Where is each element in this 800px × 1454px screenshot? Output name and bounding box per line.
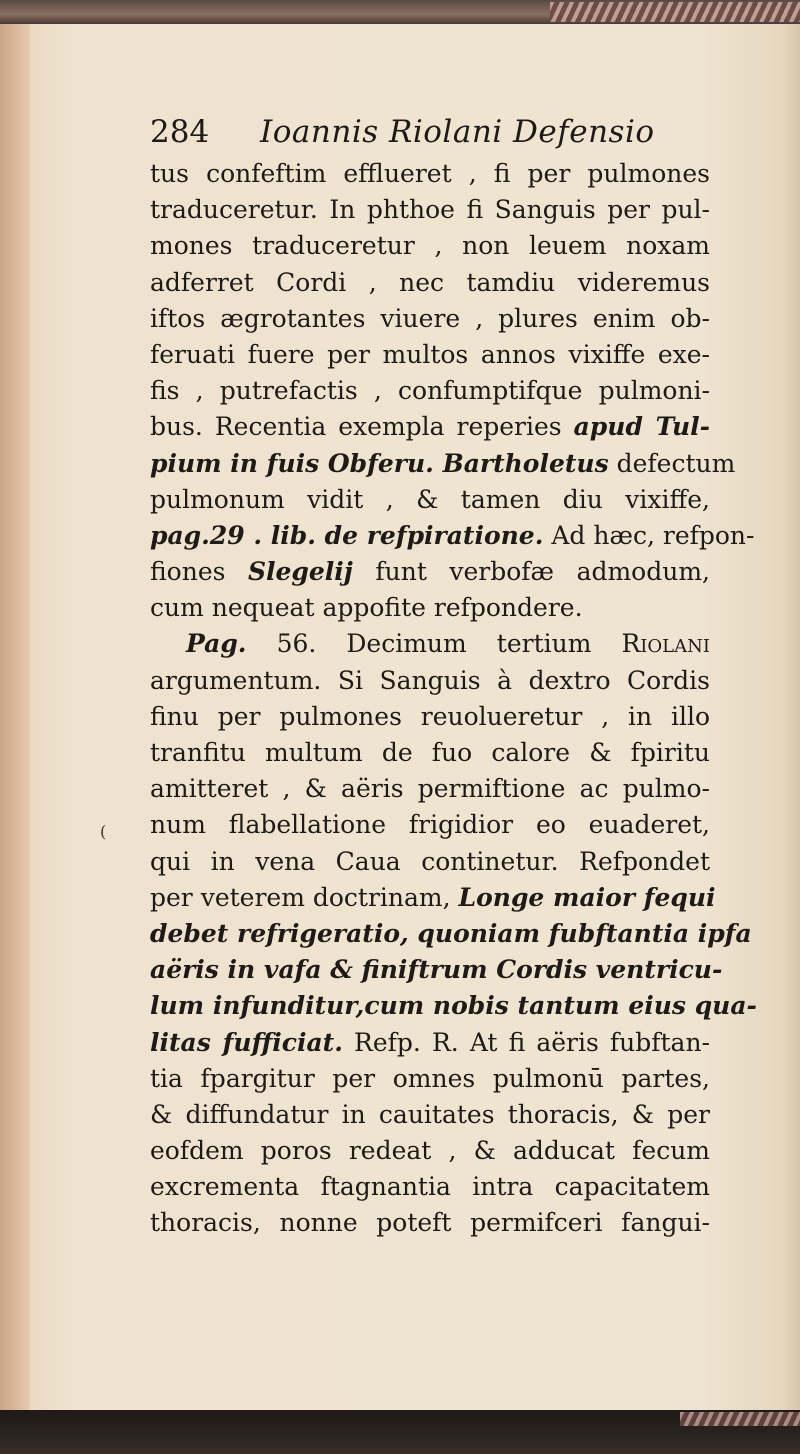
line-text: Refp. R. At fi aëris fubftan- [342, 1027, 711, 1057]
bottom-book-edge [0, 1410, 800, 1454]
text-line [150, 590, 710, 626]
line-text: finu per pulmones reuolueretur , in illo [150, 701, 710, 731]
text-line [150, 880, 716, 916]
text-line [150, 1025, 710, 1061]
line-text: fis , putrefactis , confumptifque pulmoni- [150, 376, 710, 406]
italic-text: debet refrigeratio, quoniam fubftantia ipfa [150, 918, 752, 948]
italic-text: pium in fuis Obferu. Bartholetus [150, 448, 609, 478]
line-text: feruati fuere per multos annos vixiffe exe- [150, 339, 710, 369]
text-line [150, 771, 710, 807]
binding-stitching-bottom [680, 1412, 800, 1426]
running-title: Ioannis Riolani Defensio [260, 114, 655, 150]
italic-text: litas fufficiat. [150, 1027, 343, 1057]
page-text [150, 112, 757, 1242]
line-text: tranfitu multum de fuo calore & fpiritu [150, 738, 710, 767]
text-line [150, 518, 755, 554]
text-line [150, 1133, 710, 1169]
line-text: funt verbofæ admodum, [352, 557, 710, 587]
text-line [150, 626, 710, 662]
text-line [150, 228, 710, 264]
text-line [150, 952, 723, 988]
italic-text: apud Tul- [573, 412, 711, 442]
line-text: & diffundatur in cauitates thoracis, & per [150, 1099, 710, 1129]
running-head [150, 112, 710, 156]
text-line [150, 1061, 710, 1097]
text-line [150, 409, 710, 445]
line-text: traduceretur. In phthoe fi Sanguis per pul- [150, 195, 710, 225]
line-text: excrementa ftagnantia intra capacitatem [150, 1172, 710, 1202]
text-line [150, 192, 710, 228]
text-line [150, 337, 710, 373]
line-text: tus confeftim efflueret , fi per pulmones [150, 159, 710, 188]
line-text: bus. Recentia exempla reperies [150, 412, 574, 442]
text-line [150, 1097, 710, 1133]
top-book-edge [0, 0, 800, 26]
line-text: 56. Decimum tertium [246, 629, 622, 659]
page-gutter-shadow [0, 24, 30, 1412]
text-line [150, 482, 710, 518]
text-line [150, 988, 757, 1024]
margin-mark: ( [100, 822, 107, 841]
line-text: eofdem poros redeat , & adducat fecum [150, 1136, 710, 1166]
line-text: Ad hæc, refpon- [543, 520, 755, 550]
line-text: defectum [608, 448, 736, 478]
line-text: amitteret , & aëris permiftione ac pulmo- [150, 774, 710, 804]
text-line [150, 373, 710, 409]
line-text: cum nequeat appofite refpondere. [150, 593, 583, 623]
line-text: pulmonum vidit , & tamen diu vixiffe, [150, 484, 710, 514]
line-text: tia fpargitur per omnes pulmonū partes, [150, 1063, 710, 1093]
text-line [150, 1169, 710, 1205]
small-caps-text: Riolani [621, 629, 710, 659]
text-line [150, 844, 710, 880]
line-text: thoracis, nonne poteft permifceri fangui- [150, 1208, 710, 1238]
line-text: mones traduceretur , non leuem noxam [150, 231, 710, 261]
text-line [150, 1205, 710, 1241]
text-line [150, 554, 710, 590]
text-line [150, 446, 736, 482]
text-line [150, 807, 710, 843]
body-text [150, 156, 757, 1242]
text-line [150, 699, 710, 735]
line-text: adferret Cordi , nec tamdiu videremus [150, 267, 710, 297]
italic-text: Longe maior fequi [458, 882, 716, 912]
binding-stitching [550, 2, 800, 22]
italic-text: aëris in vafa & finiftrum Cordis ventricu- [150, 955, 723, 985]
italic-text: pag.29 . lib. de refpiratione. [150, 520, 544, 550]
text-line [150, 735, 710, 771]
line-text: iftos ægrotantes viuere , plures enim ob- [150, 303, 710, 333]
italic-text: lum infunditur,cum nobis tantum eius qua- [150, 991, 757, 1021]
italic-text: Slegelij [247, 557, 353, 587]
text-line [150, 916, 752, 952]
line-text: qui in vena Caua continetur. Refpondet [150, 846, 710, 876]
line-text: num flabellatione frigidior eo euaderet, [150, 810, 710, 840]
text-line [150, 265, 710, 301]
text-line [150, 301, 710, 337]
page-number: 284 [150, 114, 210, 150]
line-text: per veterem doctrinam, [150, 882, 459, 912]
text-line [150, 663, 710, 699]
line-text: fiones [150, 557, 248, 587]
line-text: argumentum. Si Sanguis à dextro Cordis [150, 665, 710, 695]
italic-text: Pag. [186, 629, 247, 659]
text-line [150, 156, 710, 192]
